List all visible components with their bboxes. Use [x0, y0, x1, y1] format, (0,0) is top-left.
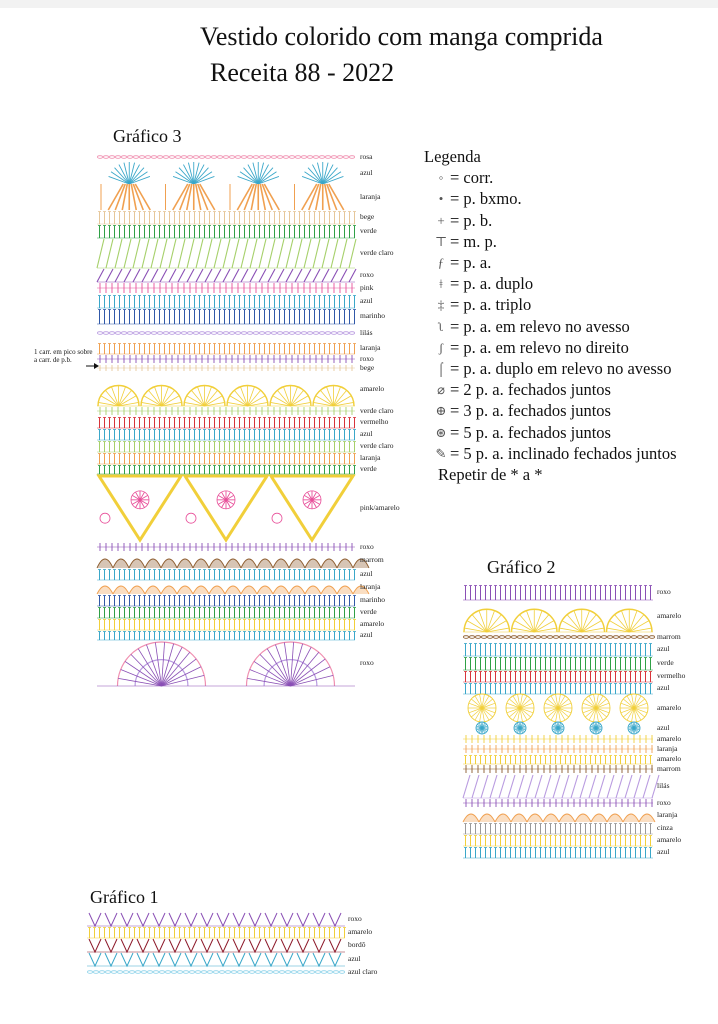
legend-item: [434, 273, 677, 294]
legend-item: [434, 167, 677, 188]
row-8: [468, 694, 648, 722]
row-3: [87, 939, 345, 952]
legend-item-text: = m. p.: [450, 231, 497, 251]
row-label: bege: [360, 363, 375, 372]
row-4: [463, 644, 653, 657]
legend-item-text: = p. a. duplo: [450, 274, 534, 294]
legend-item: [434, 316, 677, 337]
row-label: roxo: [657, 587, 671, 596]
row-label: laranja: [657, 810, 678, 819]
row-3: [101, 184, 344, 210]
row-label: amarelo: [657, 703, 682, 712]
row-label: marrom: [657, 632, 681, 641]
legend-item-text: = p. a. em relevo no direito: [450, 337, 629, 357]
row-9: [476, 722, 640, 734]
row-15: [463, 799, 653, 807]
cluster-5-icon: ⊛: [435, 424, 447, 440]
row-label: pink: [360, 283, 374, 292]
legend-item: [434, 379, 677, 400]
row-label: azul: [360, 168, 373, 177]
chart2-title: Gráfico 2: [487, 557, 556, 577]
plus-icon: +: [437, 212, 445, 228]
row-label: verde: [360, 226, 377, 235]
row-label: azul: [360, 569, 373, 578]
legend-item-text: = 3 p. a. fechados juntos: [450, 401, 611, 421]
row-label: amarelo: [360, 619, 385, 628]
row-1: [87, 913, 345, 926]
row-24: [97, 559, 369, 568]
row-label: verde claro: [360, 441, 394, 450]
legend-item-text: = corr.: [450, 168, 494, 188]
legend-item-text: = p. bxmo.: [450, 189, 522, 209]
chart1-diagram: [87, 912, 345, 988]
row-label: lilás: [360, 328, 373, 337]
legend-item: [434, 358, 677, 379]
row-16: [97, 407, 355, 415]
row-label: azul: [657, 847, 670, 856]
row-label: roxo: [360, 270, 374, 279]
row-25: [97, 570, 356, 581]
back-post-icon: ʅ: [438, 318, 444, 334]
chart2-diagram: [463, 584, 653, 904]
row-10: [463, 735, 653, 743]
row-label: amarelo: [657, 611, 682, 620]
slip-stitch-icon: ◦: [438, 170, 444, 186]
row-label: bege: [360, 212, 375, 221]
top-bar: [0, 0, 718, 8]
legend-item: [434, 231, 677, 252]
row-18: [97, 430, 356, 441]
front-post-icon: ʃ: [438, 339, 444, 355]
row-29: [97, 620, 356, 631]
row-2: [463, 609, 653, 632]
row-11: [97, 332, 354, 335]
row-label: laranja: [360, 453, 381, 462]
annotation-note: 1 carr. em pico sobre a carr. de p.b.: [34, 348, 93, 364]
row-6: [97, 239, 356, 268]
row-label: roxo: [360, 658, 374, 667]
row-7: [463, 684, 653, 695]
row-7: [97, 269, 356, 282]
row-label: azul: [657, 723, 670, 732]
legend-item: [434, 443, 677, 464]
row-label: roxo: [360, 542, 374, 551]
row-20: [97, 454, 356, 465]
row-label: cinza: [657, 823, 673, 832]
row-8: [97, 283, 355, 293]
row-label: laranja: [657, 744, 678, 753]
legend-item-text: = 5 p. a. inclinado fechados juntos: [450, 443, 677, 463]
row-label: vermelho: [657, 671, 686, 680]
row-label: marinho: [360, 311, 385, 320]
row-label: azul: [360, 429, 373, 438]
row-18: [463, 836, 653, 847]
row-1: [97, 156, 354, 159]
legend: [424, 146, 677, 485]
row-label: laranja: [360, 582, 381, 591]
legend-item: [434, 252, 677, 273]
row-label: amarelo: [657, 754, 682, 763]
row-label: azul: [657, 644, 670, 653]
row-label: verde claro: [360, 406, 394, 415]
page-title: Vestido colorido com manga comprida: [200, 22, 603, 51]
row-label: vermelho: [360, 417, 389, 426]
row-label: amarelo: [348, 927, 373, 936]
row-label: azul claro: [348, 967, 378, 976]
row-label: verde: [657, 658, 674, 667]
legend-repeat: Repetir de * a *: [438, 465, 543, 485]
legend-item: [434, 188, 677, 209]
row-label: roxo: [348, 914, 362, 923]
legend-item-text: = p. a.: [450, 253, 492, 273]
row-14: [463, 775, 659, 798]
row-12: [463, 756, 653, 765]
row-22: [99, 476, 353, 540]
row-21: [97, 466, 356, 475]
legend-item: [434, 337, 677, 358]
row-2: [109, 162, 344, 184]
row-label: verde: [360, 607, 377, 616]
chart1-title: Gráfico 1: [90, 887, 159, 907]
row-12: [97, 344, 356, 355]
row-5: [463, 658, 653, 671]
legend-item-text: = 5 p. a. fechados juntos: [450, 422, 611, 442]
cluster-3-icon: ⊕: [435, 403, 447, 419]
row-26: [97, 586, 369, 594]
row-label: pink/amarelo: [360, 503, 400, 512]
row-label: amarelo: [657, 734, 682, 743]
row-label: azul: [360, 296, 373, 305]
row-label: marrom: [360, 555, 384, 564]
row-13: [97, 355, 355, 363]
row-label: azul: [657, 683, 670, 692]
legend-items: [424, 167, 677, 464]
row-14: [97, 365, 355, 371]
back-post-treble-icon: ⌠: [437, 361, 445, 377]
legend-title: Legenda: [424, 147, 481, 166]
row-label: roxo: [657, 798, 671, 807]
row-label: bordô: [348, 940, 366, 949]
row-31: [97, 642, 355, 686]
legend-item-text: = p. b.: [450, 210, 493, 230]
row-15: [97, 386, 355, 407]
row-30: [97, 632, 356, 641]
row-label: laranja: [360, 192, 381, 201]
row-label: marrom: [657, 764, 681, 773]
row-10: [97, 310, 356, 325]
row-5: [97, 226, 356, 239]
legend-item-text: = p. a. duplo em relevo no avesso: [450, 359, 672, 379]
row-19: [97, 442, 356, 453]
row-label: laranja: [360, 343, 381, 352]
inclined-cluster-icon: ✎: [435, 445, 447, 461]
half-double-icon: ⊤: [434, 233, 448, 249]
legend-item: [434, 210, 677, 231]
row-label: lilás: [657, 781, 670, 790]
row-2: [87, 928, 346, 939]
triple-treble-icon: ‡: [437, 297, 445, 313]
row-13: [463, 765, 653, 773]
row-label: amarelo: [360, 384, 385, 393]
row-23: [97, 543, 355, 551]
row-label: azul: [360, 630, 373, 639]
row-5: [87, 971, 344, 974]
dot-icon: •: [438, 191, 444, 207]
legend-item-text: = p. a. triplo: [450, 295, 532, 315]
recipe-number: Receita 88 - 2022: [210, 58, 395, 87]
row-4: [97, 212, 356, 225]
legend-item: [434, 422, 677, 443]
treble-icon: ǂ: [439, 276, 443, 292]
row-11: [463, 745, 653, 753]
legend-item: [434, 294, 677, 315]
legend-item: [434, 400, 677, 421]
legend-item-text: = 2 p. a. fechados juntos: [450, 380, 611, 400]
double-crochet-icon: ƒ: [437, 255, 445, 271]
row-17: [97, 418, 356, 429]
row-label: marinho: [360, 595, 385, 604]
row-27: [97, 596, 356, 607]
row-label: azul: [348, 954, 361, 963]
row-16: [463, 814, 655, 822]
row-28: [97, 608, 356, 619]
row-9: [97, 296, 356, 309]
row-label: amarelo: [657, 835, 682, 844]
row-19: [463, 848, 653, 859]
chart3-diagram: [97, 152, 355, 828]
row-17: [463, 824, 653, 835]
row-label: roxo: [360, 354, 374, 363]
row-1: [463, 586, 653, 601]
row-6: [463, 672, 653, 683]
cluster-2-icon: ⌀: [437, 382, 445, 398]
row-label: verde claro: [360, 248, 394, 257]
row-label: rosa: [360, 152, 373, 161]
row-label: verde: [360, 464, 377, 473]
row-3: [463, 636, 654, 639]
chart3-title: Gráfico 3: [113, 126, 182, 146]
row-4: [87, 953, 345, 966]
legend-item-text: = p. a. em relevo no avesso: [450, 316, 630, 336]
